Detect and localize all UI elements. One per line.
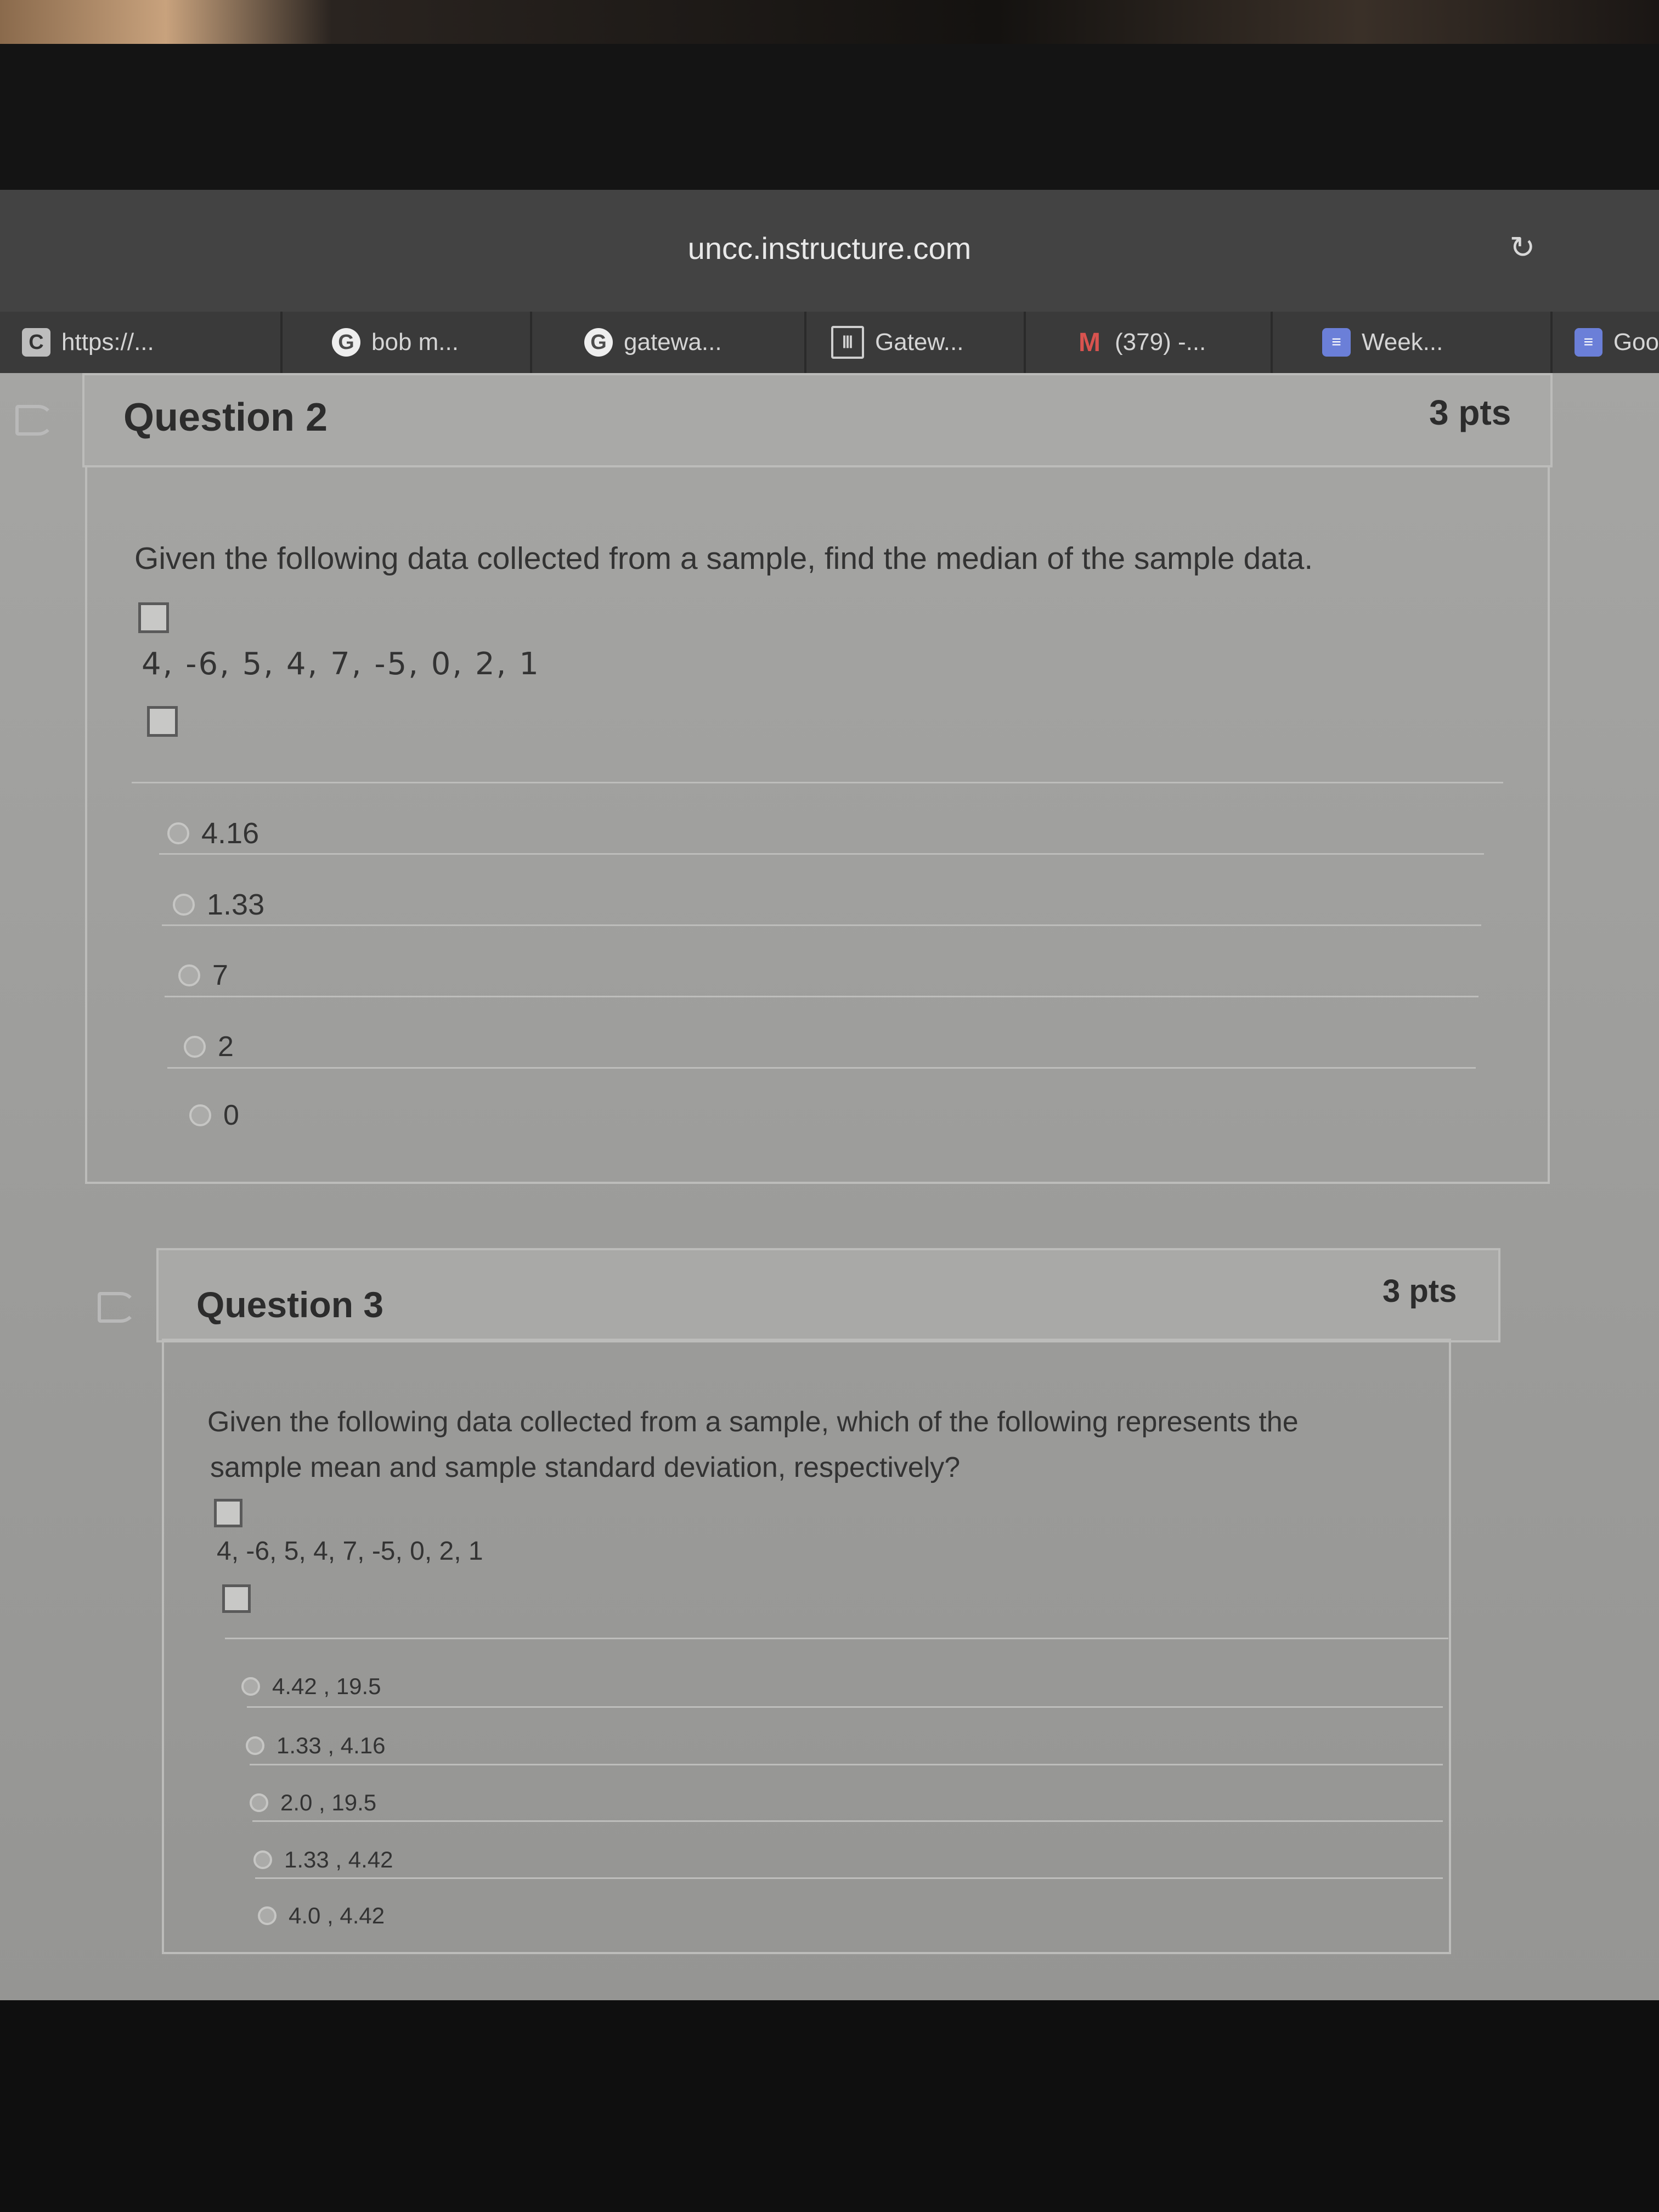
question-3-points: 3 pts <box>1383 1273 1457 1309</box>
radio-button[interactable] <box>241 1677 260 1696</box>
answer-option[interactable] <box>250 1790 376 1816</box>
radio-button[interactable] <box>246 1736 264 1755</box>
question-2-data: 4, -6, 5, 4, 7, -5, 0, 2, 1 <box>142 646 540 682</box>
divider <box>250 1764 1443 1765</box>
c-icon: C <box>22 328 50 357</box>
monitor-bezel-top <box>0 44 1659 190</box>
divider <box>167 1067 1476 1069</box>
google-icon: G <box>584 328 613 357</box>
google-icon: G <box>332 328 360 357</box>
image-placeholder-icon <box>147 706 178 737</box>
tab-https[interactable] <box>0 312 283 373</box>
divider <box>162 924 1481 926</box>
radio-button[interactable] <box>189 1104 211 1126</box>
answer-option[interactable] <box>184 1030 234 1063</box>
divider <box>132 782 1503 783</box>
tab-week[interactable] <box>1273 312 1553 373</box>
question-3-prompt-line-2: sample mean and sample standard deviation, respectively? <box>210 1452 961 1483</box>
tab-gateway-2[interactable] <box>806 312 1026 373</box>
answer-label: 1.33 , 4.42 <box>284 1847 393 1872</box>
divider <box>159 853 1484 855</box>
docs-icon: ≡ <box>1575 328 1602 357</box>
divider <box>165 996 1479 997</box>
divider <box>247 1706 1443 1708</box>
monitor-bezel-bottom <box>0 2000 1659 2212</box>
image-placeholder-icon <box>214 1499 242 1527</box>
url-text[interactable]: uncc.instructure.com <box>687 231 972 266</box>
divider <box>225 1638 1448 1639</box>
tab-label: gatewa... <box>624 329 722 356</box>
tab-label: Week... <box>1362 329 1443 356</box>
bookmarks-bar <box>0 312 1659 373</box>
image-placeholder-icon <box>138 602 169 633</box>
radio-button[interactable] <box>184 1036 206 1058</box>
reload-icon[interactable]: ↻ <box>1509 230 1536 266</box>
flag-question-3-icon[interactable] <box>98 1292 136 1323</box>
question-2-prompt: Given the following data collected from a sample, find the median of the sample data. <box>134 541 1313 576</box>
gmail-icon: M <box>1079 328 1101 357</box>
tab-label: Goo <box>1613 329 1659 356</box>
answer-option[interactable] <box>189 1099 239 1132</box>
tab-label: (379) -... <box>1115 329 1206 356</box>
radio-button[interactable] <box>253 1850 272 1869</box>
answer-option[interactable] <box>173 888 264 922</box>
tab-label: https://... <box>61 329 154 356</box>
answer-label: 4.42 , 19.5 <box>272 1673 381 1699</box>
question-3-title: Question 3 <box>196 1284 384 1325</box>
question-3-prompt-line-1: Given the following data collected from a sample, which of the following represents the <box>207 1406 1299 1438</box>
tab-gateway-1[interactable] <box>532 312 806 373</box>
tab-label: bob m... <box>371 329 459 356</box>
answer-label: 7 <box>212 960 228 991</box>
divider <box>255 1877 1443 1879</box>
answer-option[interactable] <box>241 1673 381 1700</box>
answer-label: 2.0 , 19.5 <box>280 1790 377 1815</box>
answer-label: 1.33 , 4.16 <box>276 1733 386 1758</box>
tab-goo[interactable] <box>1553 312 1659 373</box>
flag-question-2-icon[interactable] <box>15 405 54 436</box>
answer-option[interactable] <box>253 1847 393 1873</box>
radio-button[interactable] <box>178 964 200 986</box>
answer-option[interactable] <box>258 1903 385 1929</box>
answer-label: 0 <box>223 1099 239 1131</box>
image-placeholder-icon <box>222 1584 251 1613</box>
question-2-title: Question 2 <box>123 396 328 439</box>
answer-option[interactable] <box>167 816 259 850</box>
question-3-data: 4, -6, 5, 4, 7, -5, 0, 2, 1 <box>217 1537 483 1566</box>
radio-button[interactable] <box>167 822 189 844</box>
tab-bob[interactable] <box>283 312 532 373</box>
question-2-points: 3 pts <box>1429 393 1511 432</box>
answer-option[interactable] <box>246 1733 386 1759</box>
answer-label: 4.0 , 4.42 <box>289 1903 385 1928</box>
divider <box>252 1820 1443 1822</box>
tab-gmail[interactable] <box>1026 312 1273 373</box>
radio-button[interactable] <box>250 1793 268 1812</box>
answer-label: 4.16 <box>201 817 259 850</box>
institution-icon: Ⅲ <box>831 326 864 359</box>
answer-option[interactable] <box>178 959 228 992</box>
tab-label: Gatew... <box>875 329 964 356</box>
background-room <box>0 0 1659 44</box>
answer-label: 1.33 <box>207 888 265 921</box>
radio-button[interactable] <box>173 894 195 916</box>
radio-button[interactable] <box>258 1906 276 1925</box>
answer-label: 2 <box>218 1031 234 1063</box>
docs-icon: ≡ <box>1322 328 1351 357</box>
